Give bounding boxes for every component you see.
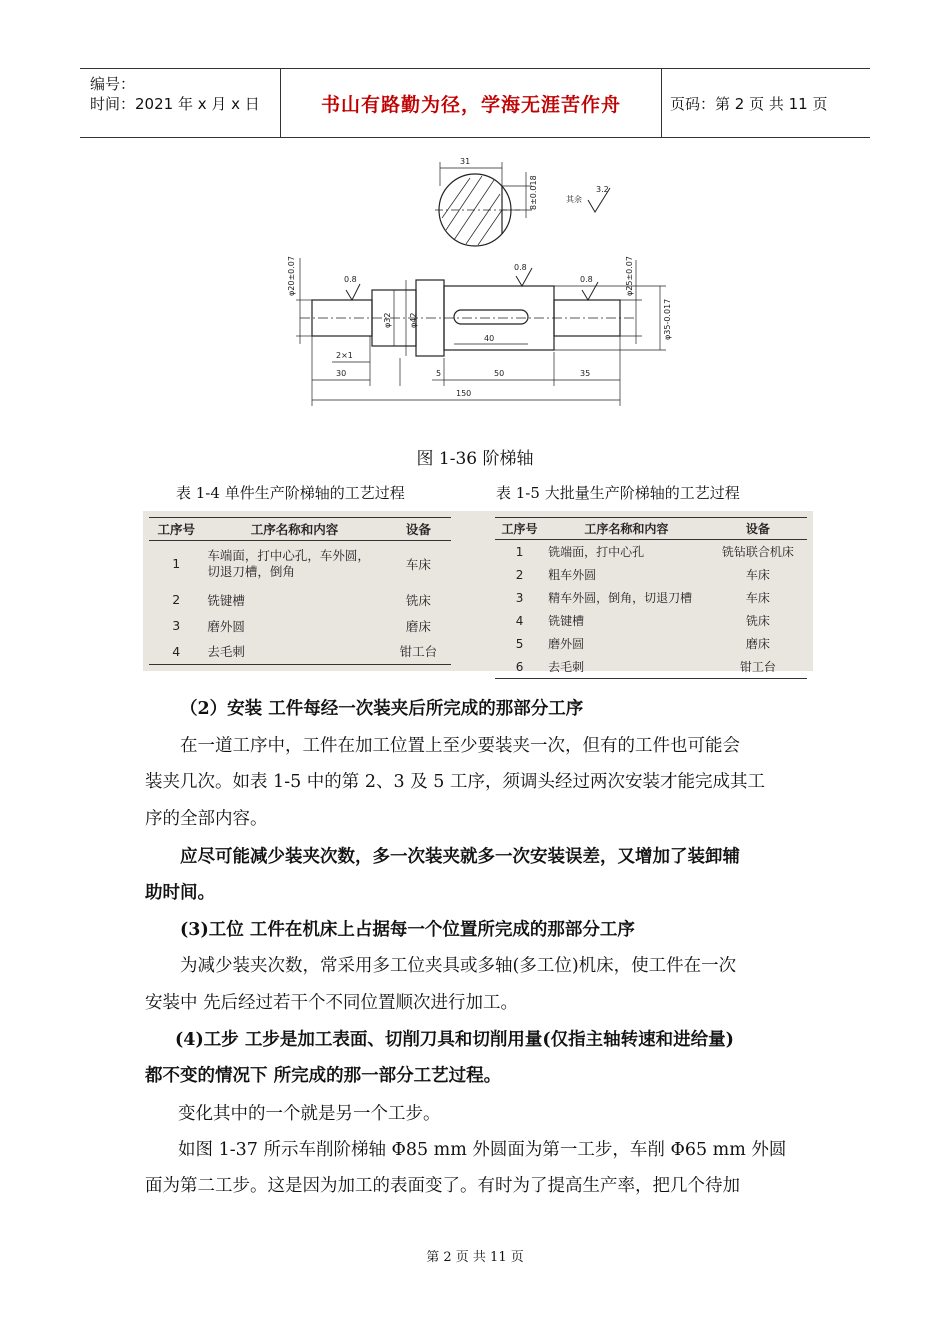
header-page-code — [662, 69, 870, 137]
dim-30: 30 — [336, 369, 347, 378]
body-line: 变化其中的一个就是另一个工步。 — [178, 1104, 441, 1124]
figure-caption: 图 1-36 阶梯轴 — [416, 449, 534, 469]
code-label: 编号： — [90, 75, 136, 93]
cell-no: 3 — [515, 590, 524, 605]
body-line-bold: 助时间。 — [145, 883, 215, 903]
body-line: 安装中 先后经过若干个不同位置顺次进行加工。 — [145, 993, 519, 1013]
dim-d42: φ42 — [409, 312, 418, 328]
cell-equip: 磨床 — [405, 618, 431, 634]
table-row — [149, 587, 451, 613]
col-header-equip: 设备 — [386, 518, 451, 541]
dim-150: 150 — [456, 389, 472, 398]
motto-text: 书山有路勤为径，学海无涯苦作舟 — [320, 93, 621, 116]
page-header — [80, 68, 870, 138]
dim-35: 35 — [580, 369, 591, 378]
cell-equip: 车床 — [745, 568, 770, 582]
cell-equip: 车床 — [405, 556, 431, 572]
cell-content: 去毛刺 — [203, 639, 385, 665]
cell-no: 2 — [172, 592, 181, 607]
cell-content: 磨外圆 — [548, 637, 585, 651]
col-header-equip: 设备 — [709, 518, 807, 540]
body-line: 如图 1-37 所示车削阶梯轴 Φ85 mm 外圆面为第一工步，车削 Φ65 mm 外圆 — [178, 1140, 787, 1160]
dim-key-depth: 8±0.018 — [529, 175, 538, 210]
cell-content: 铣端面，打中心孔 — [548, 545, 645, 559]
dim-d20: φ20±0.07 — [287, 256, 296, 296]
table-left-caption: 表 1-4 单件生产阶梯轴的工艺过程 — [176, 484, 405, 502]
time-label: 时间：2021 年 x 月 x 日 — [90, 95, 260, 113]
cell-no: 4 — [149, 639, 203, 665]
cell-no: 5 — [515, 636, 524, 651]
table-mass-production — [495, 517, 807, 679]
heading-installation: （2）安装 工件每经一次装夹后所完成的那部分工序 — [180, 699, 584, 719]
body-line: 面为第二工步。这是因为加工的表面变了。有时为了提高生产率，把几个待加 — [145, 1176, 740, 1196]
table-row — [495, 632, 807, 655]
keyway — [454, 310, 528, 324]
cell-content: 铣键槽 — [548, 614, 585, 628]
cell-content: 铣键槽 — [207, 592, 245, 608]
dim-50: 50 — [494, 369, 505, 378]
cell-equip: 磨床 — [745, 637, 770, 651]
cell-equip: 铣钻联合机床 — [721, 545, 794, 559]
cell-equip: 车床 — [745, 591, 770, 605]
cell-no: 6 — [495, 655, 544, 679]
roughness-2: 0.8 — [514, 263, 527, 272]
dim-d35: φ35-0.017 — [663, 298, 672, 340]
page-code-text: 页码：第 2 页 共 11 页 — [670, 94, 828, 113]
header-meta — [80, 69, 281, 137]
cell-no: 4 — [515, 613, 524, 628]
cell-content: 精车外圆，倒角，切退刀槽 — [548, 591, 693, 605]
page-footer: 第 2 页 共 11 页 — [426, 1250, 524, 1265]
body-line: 序的全部内容。 — [145, 809, 268, 829]
table-header-row — [149, 518, 451, 541]
table-row — [495, 540, 807, 564]
col-header-content: 工序名称和内容 — [203, 518, 385, 541]
cell-no: 2 — [515, 567, 524, 582]
body-line-bold: 应尽可能减少装夹次数，多一次装夹就多一次安装误差，又增加了装卸辅 — [180, 847, 740, 867]
dim-key-width: 31 — [460, 157, 471, 166]
body-line: 装夹几次。如表 1-5 中的第 2、3 及 5 工序，须调头经过两次安装才能完成其工 — [145, 772, 765, 792]
cell-equip: 铣床 — [405, 592, 431, 608]
table-row — [149, 639, 451, 665]
col-header-no: 工序号 — [495, 518, 544, 540]
col-header-no: 工序号 — [149, 518, 203, 541]
col-header-content: 工序名称和内容 — [544, 518, 709, 540]
dim-5: 5 — [436, 369, 442, 378]
cell-equip: 钳工台 — [709, 655, 807, 679]
table-row — [495, 563, 807, 586]
body-line: 为减少装夹次数，常采用多工位夹具或多轴(多工位)机床，使工件在一次 — [180, 956, 737, 976]
table-row — [495, 586, 807, 609]
stepped-shaft-drawing — [270, 148, 690, 418]
table-header-row — [495, 518, 807, 540]
roughness-3: 0.8 — [580, 275, 593, 284]
rest-roughness-value: 3.2 — [596, 185, 609, 194]
roughness-1: 0.8 — [344, 275, 357, 284]
heading-work-step: (4)工步 工步是加工表面、切削刀具和切削用量(仅指主轴转速和进给量) — [175, 1030, 734, 1050]
heading-station: (3)工位 工件在机床上占据每一个位置所完成的那部分工序 — [180, 920, 635, 940]
cell-no: 1 — [515, 544, 524, 559]
dim-key-length: 40 — [484, 334, 495, 343]
table-row — [149, 613, 451, 639]
cell-equip: 铣床 — [745, 614, 770, 628]
cell-no: 3 — [172, 618, 181, 633]
body-line-bold: 都不变的情况下 所完成的那一部分工艺过程。 — [145, 1066, 502, 1086]
cell-content: 车端面，打中心孔，车外圆，切退刀槽，倒角 — [207, 547, 370, 579]
cell-content: 磨外圆 — [207, 618, 245, 634]
table-row — [495, 609, 807, 632]
table-single-piece — [149, 517, 451, 665]
header-motto — [281, 69, 662, 137]
body-line: 在一道工序中，工件在加工位置上至少要装夹一次，但有的工件也可能会 — [180, 736, 740, 756]
cell-content: 粗车外圆 — [548, 568, 597, 582]
rest-roughness-label: 其余 — [566, 195, 582, 204]
table-row — [495, 655, 807, 679]
table-row — [149, 541, 451, 587]
dim-chamfer: 2×1 — [336, 351, 353, 360]
dim-d32: φ32 — [383, 312, 392, 328]
table-right-caption: 表 1-5 大批量生产阶梯轴的工艺过程 — [496, 484, 740, 502]
cell-content: 去毛刺 — [544, 655, 709, 679]
process-tables-image — [143, 511, 813, 674]
dim-d25: φ25±0.07 — [625, 256, 634, 296]
section-hatching — [442, 176, 502, 245]
cell-equip: 钳工台 — [386, 639, 451, 665]
cell-no: 1 — [172, 556, 181, 572]
